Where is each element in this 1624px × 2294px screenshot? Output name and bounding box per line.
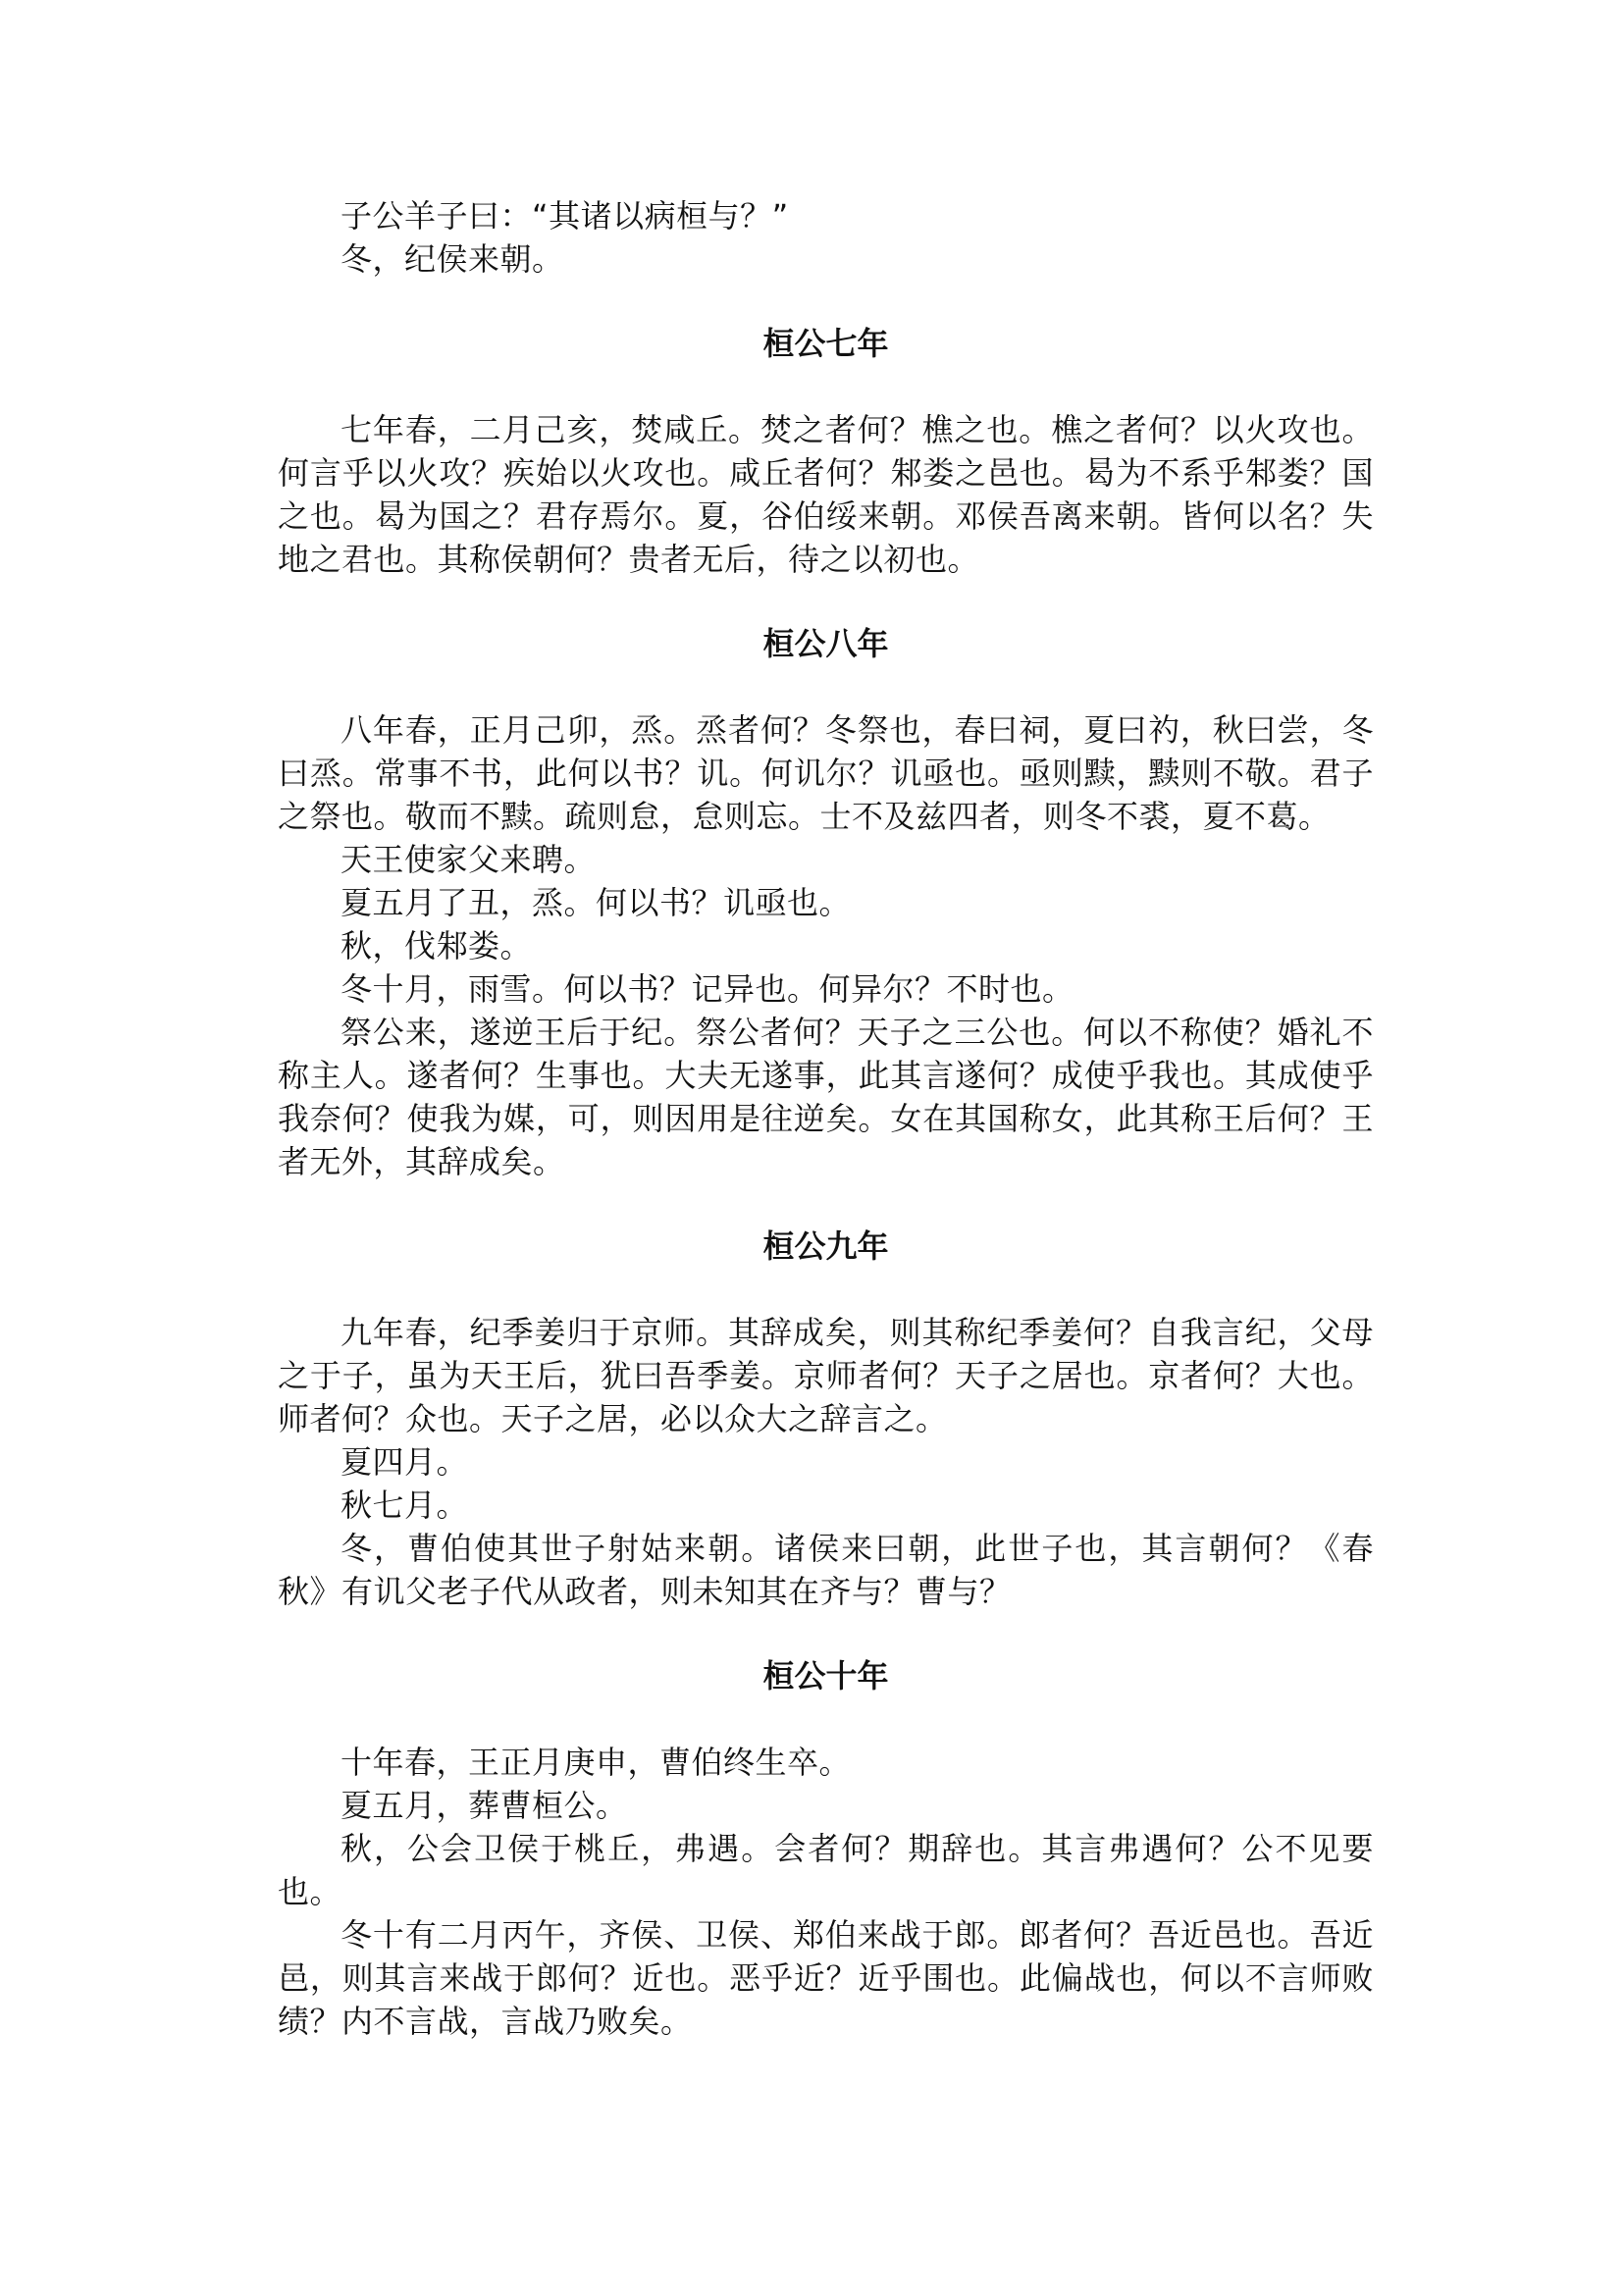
section-title: 桓公八年 [762, 625, 889, 662]
document-page [278, 194, 1374, 2043]
paragraph: 冬，曹伯使其世子射姑来朝。诸侯来曰朝，此世子也，其言朝何？《春秋》有讥父老子代从政者，则未知其在齐与？曹与？ [278, 1530, 1374, 1610]
paragraph: 秋，伐邾娄。 [341, 927, 533, 965]
paragraph: 秋七月。 [341, 1486, 469, 1524]
section-title: 桓公十年 [762, 1657, 889, 1694]
paragraph: 八年春，正月己卯，烝。烝者何？冬祭也，春曰祠，夏曰礿，秋曰尝，冬曰烝。常事不书，此何以书？讥。何讥尔？讥亟也。亟则黩，黩则不敬。君子之祭也。敬而不黩。疏则怠，怠则忘。士不及兹四者，则冬不裘，夏不葛。 [278, 711, 1374, 835]
paragraph: 夏四月。 [341, 1443, 469, 1481]
paragraph: 秋，公会卫侯于桃丘，弗遇。会者何？期辞也。其言弗遇何？公不见要也。 [278, 1830, 1374, 1910]
paragraph: 冬十有二月丙午，齐侯、卫侯、郑伯来战于郎。郎者何？吾近邑也。吾近邑，则其言来战于郎何？近也。恶乎近？近乎围也。此偏战也，何以不言师败绩？内不言战，言战乃败矣。 [278, 1916, 1374, 2040]
paragraph: 冬，纪侯来朝。 [341, 240, 564, 278]
paragraph: 冬十月，雨雪。何以书？记异也。何异尔？不时也。 [341, 970, 1074, 1008]
section-title: 桓公九年 [762, 1227, 889, 1265]
paragraph: 天王使家父来聘。 [341, 841, 597, 878]
paragraph: 祭公来，遂逆王后于纪。祭公者何？天子之三公也。何以不称使？婚礼不称主人。遂者何？生事也。大夫无遂事，此其言遂何？成使乎我也。其成使乎我奈何？使我为媒，可，则因用是往逆矣。女在其国称女，此其称王后何？王者无外，其辞成矣。 [278, 1014, 1374, 1180]
paragraph: 十年春，王正月庚申，曹伯终生卒。 [341, 1744, 852, 1781]
paragraph: 夏五月了丑，烝。何以书？讥亟也。 [341, 884, 852, 921]
paragraph: 九年春，纪季姜归于京师。其辞成矣，则其称纪季姜何？自我言纪，父母之于子，虽为天王后，犹曰吾季姜。京师者何？天子之居也。京者何？大也。师者何？众也。天子之居，必以众大之辞言之。 [278, 1314, 1374, 1437]
section-title: 桓公七年 [762, 325, 889, 362]
paragraph: 子公羊子曰：“其诸以病桓与？” [341, 197, 789, 235]
paragraph: 夏五月，葬曹桓公。 [341, 1787, 628, 1824]
paragraph: 七年春，二月己亥，焚咸丘。焚之者何？樵之也。樵之者何？以火攻也。何言乎以火攻？疾始以火攻也。咸丘者何？邾娄之邑也。曷为不系乎邾娄？国之也。曷为国之？君存焉尔。夏，谷伯绥来朝。邓侯吾离来朝。皆何以名？失地之君也。其称侯朝何？贵者无后，待之以初也。 [278, 411, 1374, 578]
